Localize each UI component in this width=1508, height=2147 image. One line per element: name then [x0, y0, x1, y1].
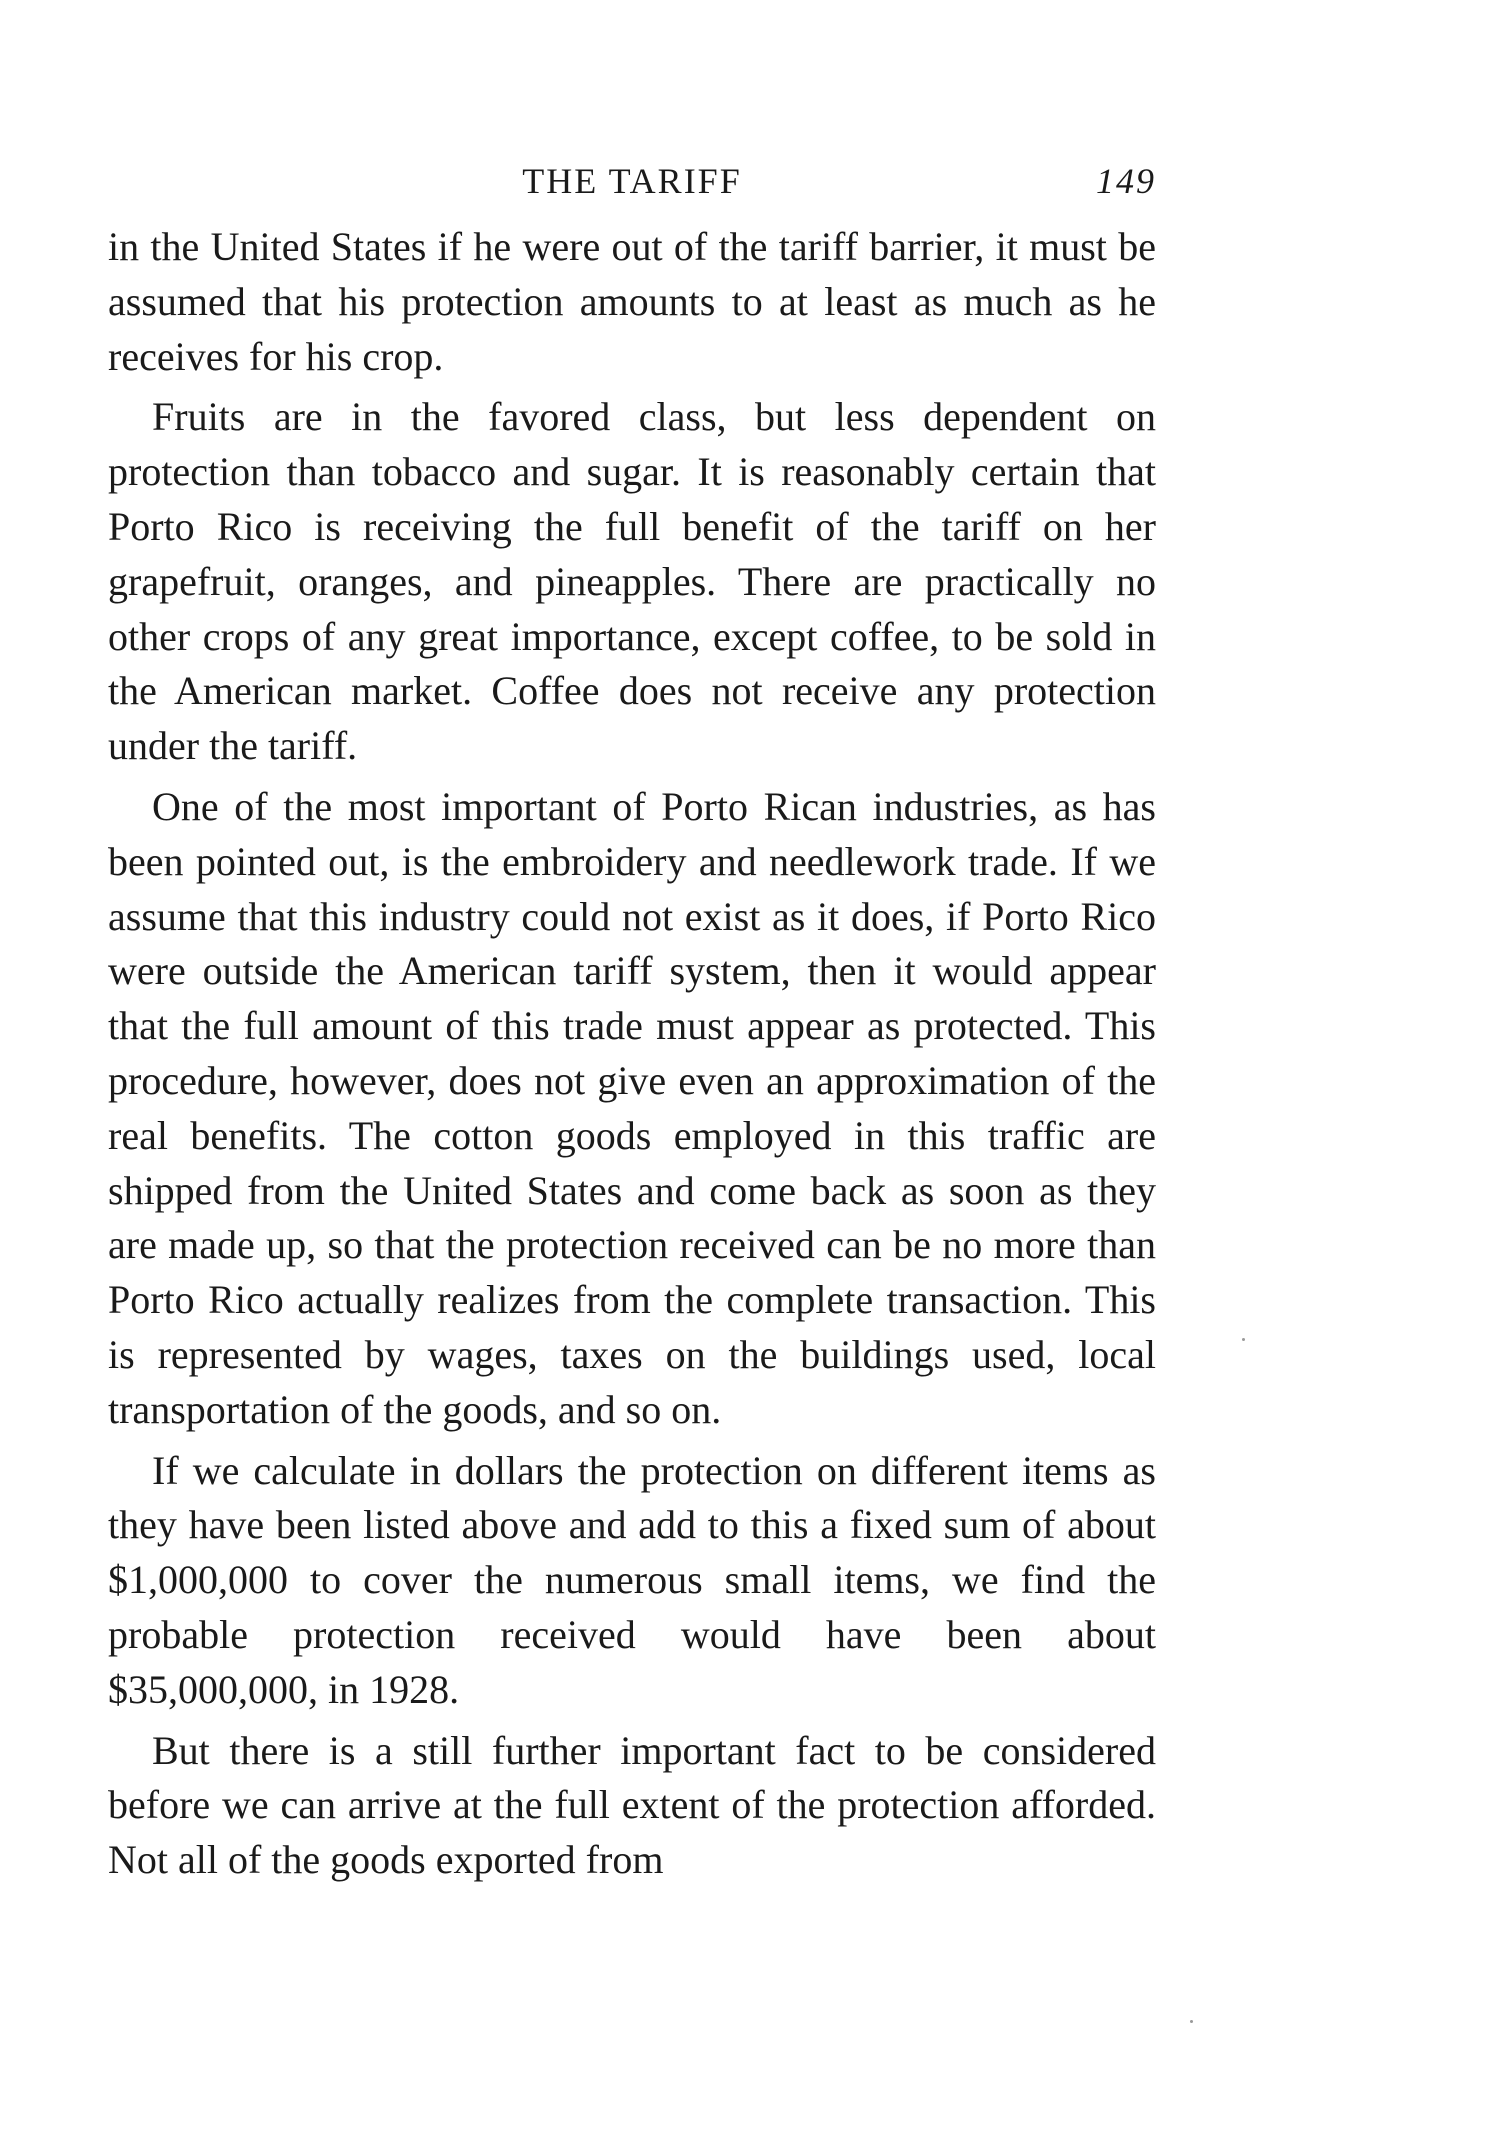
paragraph-further-fact: But there is a still further important fact to be considered before we can arrive at the full extent of the protection afforded. Not all of the goods exported from [108, 1727, 1156, 1883]
paragraph-calculation: If we calculate in dollars the protection on different items as they have been listed above and add to this a fixed sum of about $1,000,000 to cover the numerous small items, we find the probable protection received would have been about $35,000,000, in 1928. [108, 1447, 1156, 1712]
running-head [108, 160, 1156, 210]
paragraph-continuation: in the United States if he were out of the tariff barrier, it must be assumed that his protection amounts to at least as much as he receives for his crop. [108, 224, 1156, 379]
page-number: 149 [1096, 161, 1156, 201]
paragraph-fruits: Fruits are in the favored class, but less dependent on protection than tobacco and sugar. It is reasonably certain that Porto Rico is receiving the full benefit of the tariff on her grapefruit, oranges, and pineapples. There are practically no other crops of any great importance, except coffee, to be sold in the American market. Coffee does not receive any protection under the tariff. [108, 394, 1156, 769]
paper-speck [1242, 1338, 1245, 1341]
running-title: THE TARIFF [522, 161, 742, 201]
paper-speck [1190, 2020, 1193, 2023]
body-text [108, 220, 1156, 1888]
paragraph-embroidery: One of the most important of Porto Rican industries, as has been pointed out, is the embroidery and needlework trade. If we assume that this industry could not exist as it does, if Porto Rico were outside the American tariff system, then it would appear that the full amount of this trade must appear as protected. This procedure, however, does not give even an approximation of the real benefits. The cotton goods employed in this traffic are shipped from the United States and come back as soon as they are made up, so that the protection received can be no more than Porto Rico actually realizes from the complete transaction. This is represented by wages, taxes on the buildings used, local transportation of the goods, and so on. [108, 783, 1156, 1432]
